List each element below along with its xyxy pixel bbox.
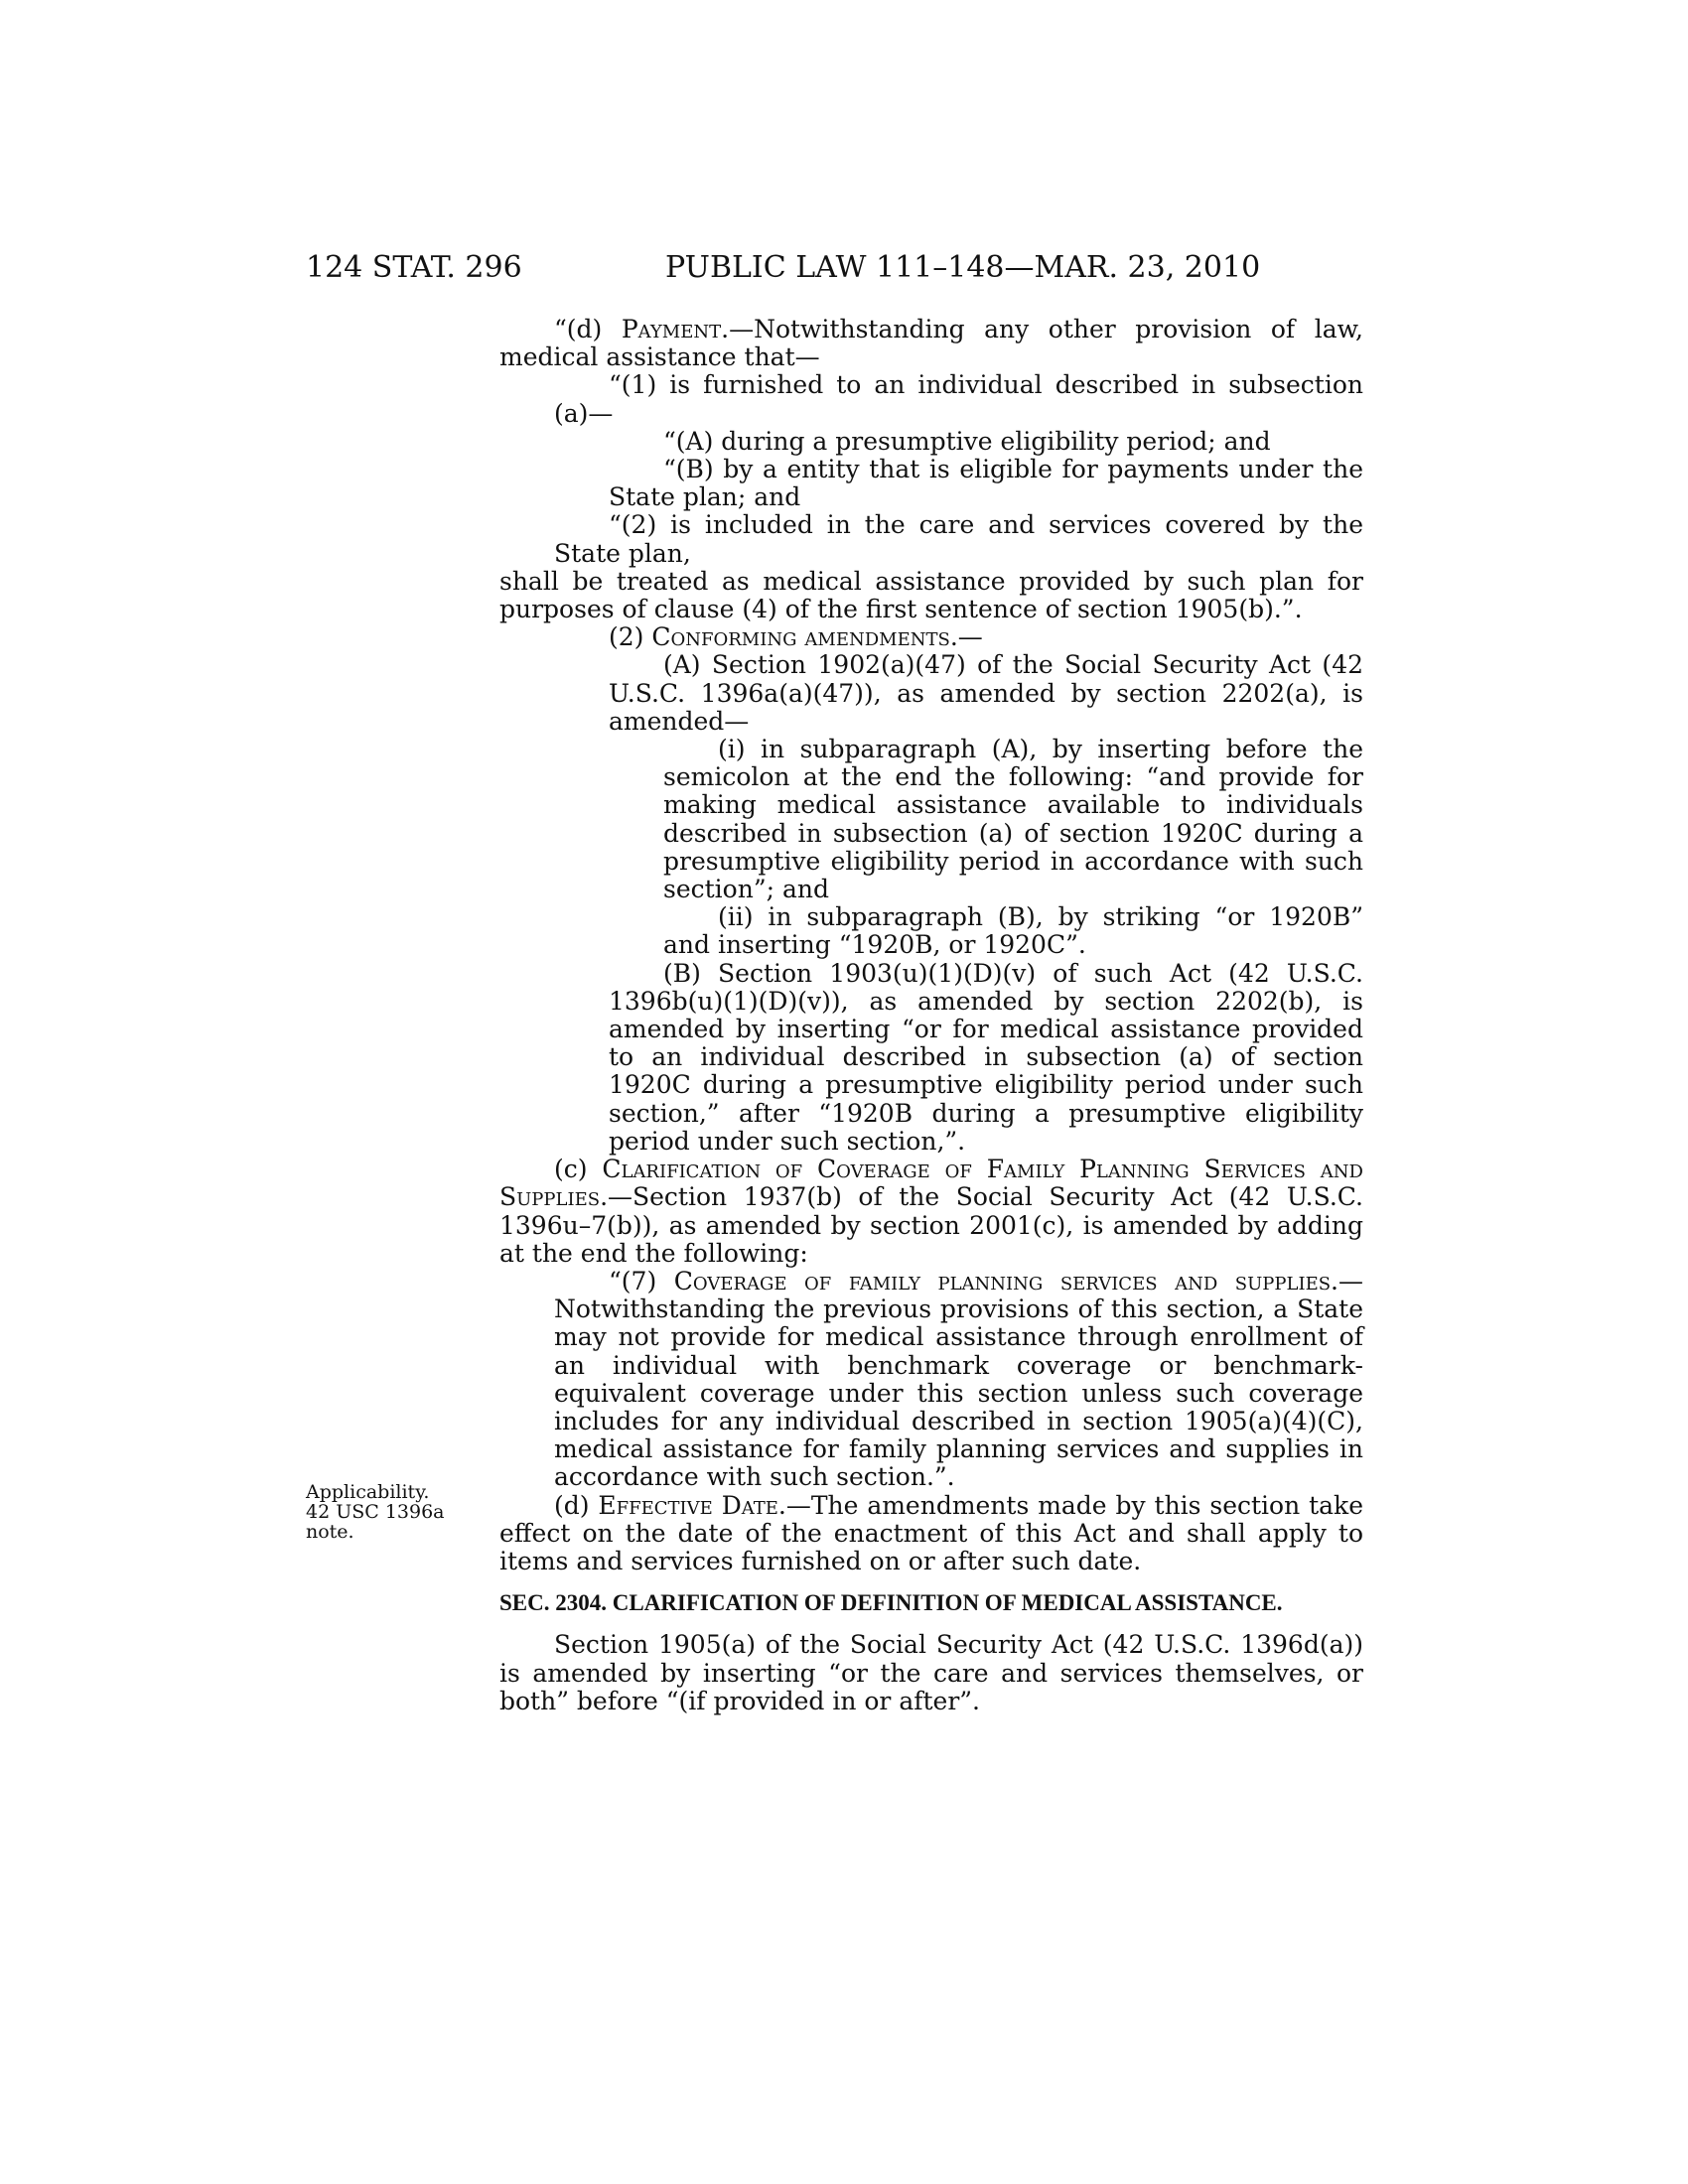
margin-note-line: Applicability. [306,1481,430,1503]
page-title: PUBLIC LAW 111–148—MAR. 23, 2010 [665,250,1261,285]
page-header [0,250,1688,290]
paragraph-clarification [499,1156,1363,1268]
paragraph-conforming-ii: (ii) in subparagraph (B), by striking “or 1920B” and inserting “1920B, or 1920C”. [663,902,1363,960]
paragraph-A: “(A) during a presumptive eligibility period; and [663,426,1271,456]
paragraph-effective-date [499,1492,1363,1576]
paragraph-label: “(7) [609,1266,674,1296]
margin-note [306,1482,455,1542]
paragraph-2: “(2) is included in the care and services covered by the State plan, [554,510,1363,568]
document-body [499,316,1363,1715]
paragraph-text: .— [949,622,983,652]
section-heading: SEC. 2304. CLARIFICATION OF DEFINITION OF MEDICAL ASSISTANCE. [499,1590,1283,1616]
paragraph-conforming-A: (A) Section 1902(a)(47) of the Social Security Act (42 U.S.C. 1396a(a)(47)), as amended by section 2202(a), is amended— [609,650,1363,736]
section-caption: Coverage of family planning services and supplies [673,1266,1332,1296]
paragraph-label: (c) [554,1155,603,1184]
section-caption: Payment [621,315,722,343]
paragraph-label: “(d) [554,315,622,343]
paragraph-conforming-i: (i) in subparagraph (A), by inserting before the semicolon at the end the following: “and provide for making medical assistance available to individuals described in subsection (a) of section 1920C during a presumptive eligibility period in accordance with such section”; and [663,735,1363,904]
paragraph-text: .—The amendments made by this section take effect on the date of the enactment of this Act and shall apply to items and services furnished on or after such date. [499,1490,1363,1575]
paragraph-7 [499,1268,1363,1492]
section-caption: Conforming amendments [651,622,950,652]
paragraph-label: (d) [554,1490,599,1520]
paragraph-B: “(B) by a entity that is eligible for payments under the State plan; and [609,455,1363,512]
margin-note-line: 42 USC 1396a [306,1501,445,1523]
paragraph-payment [499,316,1363,371]
paragraph-shall: shall be treated as medical assistance provided by such plan for purposes of clause (4) of the first sentence of section 1905(b).”. [499,566,1363,624]
section-caption: Effective Date [598,1490,778,1520]
paragraph-conforming-B: (B) Section 1903(u)(1)(D)(v) of such Act (42 U.S.C. 1396b(u)(1)(D)(v)), as amended by section 2202(b), is amended by inserting “or for medical assistance provided to an individual described in subsection (a) of section 1920C during a presumptive eligibility period under such section,” after “1920B during a presumptive eligibility period under such section,”. [609,958,1363,1156]
paragraph-text: .—Notwithstanding the previous provisions of this section, a State may not provide for medical assistance through enrollment of an individual with benchmark coverage or benchmark-equivalent coverage under this section unless such coverage includes for any individual described in section 1905(a)(4)(C), medical assistance for family planning services and supplies in accordance with such section.”. [554,1266,1363,1492]
paragraph-conforming [499,623,1363,651]
paragraph-1: “(1) is furnished to an individual described in subsection (a)— [554,370,1363,428]
paragraph-section-2304: Section 1905(a) of the Social Security Act (42 U.S.C. 1396d(a)) is amended by inserting “or the care and services themselves, or both” before “(if provided in or after”. [499,1630,1363,1715]
paragraph-text: .—Notwithstanding any other provision of law, medical assistance that— [499,315,1363,372]
margin-note-line: note. [306,1521,354,1543]
paragraph-label: (2) [609,622,652,652]
paragraph-text: .—Section 1937(b) of the Social Security Act (42 U.S.C. 1396u–7(b)), as amended by section 2001(c), is amended by adding at the end the following: [499,1182,1363,1268]
page-reference: 124 STAT. 296 [306,250,522,285]
section-caption: Clarification of Coverage of Family Planning Services and Supplies [499,1155,1363,1212]
